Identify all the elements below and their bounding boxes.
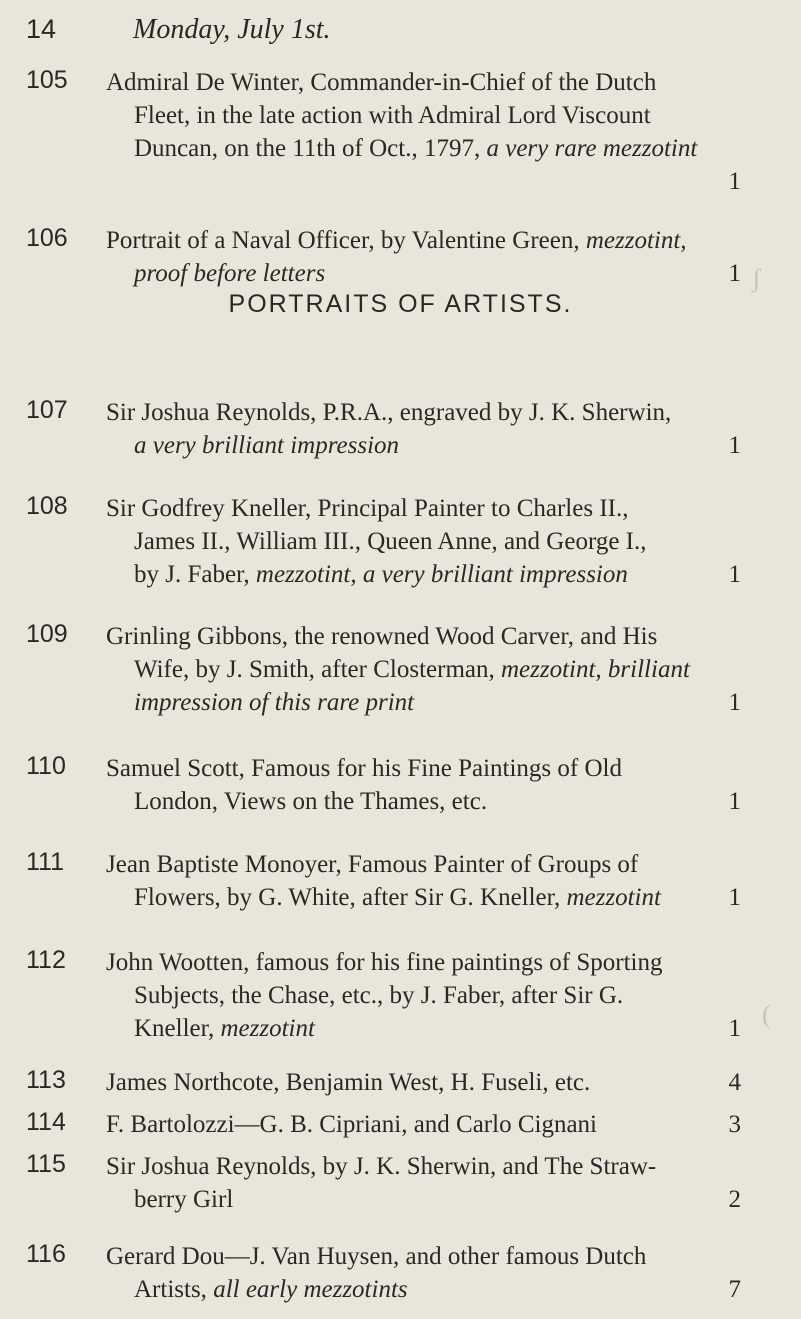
lot-description	[106, 1108, 741, 1141]
description-line	[106, 99, 741, 132]
margin-mark: ʃ	[752, 264, 761, 293]
description-line	[106, 979, 741, 1012]
description-line	[106, 881, 741, 914]
lot-number: 116	[26, 1240, 66, 1268]
lot-quantity: 1	[728, 561, 741, 588]
italic-note: a very brilliant impression	[134, 432, 400, 459]
description-line	[106, 66, 741, 99]
lot-description	[106, 848, 741, 914]
lot-number: 111	[26, 848, 65, 876]
line-text: Samuel Scott, Famous for his Fine Paintings of Old	[106, 755, 622, 782]
line-text: James II., William III., Queen Anne, and George I.,	[134, 528, 647, 555]
lot-description	[106, 1066, 741, 1099]
line-text: Sir Godfrey Kneller, Principal Painter to Charles II.,	[106, 495, 629, 522]
description-line	[106, 1150, 741, 1183]
lot-quantity: 4	[728, 1069, 741, 1096]
description-line	[106, 653, 741, 686]
description-line	[106, 1273, 741, 1306]
description-line	[106, 1012, 741, 1045]
lot-quantity: 1	[728, 260, 741, 287]
lot-description	[106, 752, 741, 818]
line-text: Admiral De Winter, Commander-in-Chief of the Dutch	[106, 69, 657, 96]
lot-description	[106, 1150, 741, 1216]
description-line	[106, 1108, 741, 1141]
lot-number: 105	[26, 66, 68, 94]
lot-quantity: 7	[728, 1276, 741, 1303]
description-line	[106, 1183, 741, 1216]
lot-description	[106, 620, 741, 719]
lot-description	[106, 224, 741, 290]
italic-note: mezzotint, brilliant	[500, 656, 690, 683]
italic-note: all early mezzotints	[213, 1276, 408, 1303]
line-text: Subjects, the Chase, etc., by J. Faber, after Sir G.	[134, 982, 624, 1009]
description-line	[106, 396, 741, 429]
lot-quantity: 1	[728, 1015, 741, 1042]
page-date: Monday, July 1st.	[133, 14, 331, 45]
line-text: James Northcote, Benjamin West, H. Fuseli, etc.	[106, 1069, 591, 1096]
lot-quantity: 3	[728, 1111, 741, 1138]
italic-note: impression of this rare print	[134, 689, 415, 716]
lot-number: 109	[26, 620, 68, 648]
description-line	[106, 492, 741, 525]
line-text: London, Views on the Thames, etc.	[134, 788, 488, 815]
description-line	[106, 558, 741, 591]
lot-number: 114	[26, 1108, 66, 1136]
lot-description	[106, 396, 741, 462]
italic-note: a very rare mezzotint	[486, 135, 698, 162]
line-text: Artists,	[134, 1276, 214, 1303]
line-text: Gerard Dou—J. Van Huysen, and other famous Dutch	[106, 1243, 647, 1270]
line-text: Sir Joshua Reynolds, by J. K. Sherwin, and The Straw-	[106, 1153, 657, 1180]
line-text: Jean Baptiste Monoyer, Famous Painter of Groups of	[106, 851, 639, 878]
lot-description	[106, 1240, 741, 1306]
line-text: Flowers, by G. White, after Sir G. Kneller,	[134, 884, 567, 911]
lot-number: 112	[26, 946, 66, 974]
line-text: Fleet, in the late action with Admiral Lord Viscount	[134, 102, 651, 129]
description-line	[106, 848, 741, 881]
line-text: Portrait of a Naval Officer, by Valentine Green,	[106, 227, 586, 254]
page-number: 14	[26, 14, 57, 44]
line-text: berry Girl	[134, 1186, 234, 1213]
lot-quantity: 1	[728, 168, 741, 195]
lot-number: 106	[26, 224, 68, 252]
description-line	[106, 1240, 741, 1273]
line-text: by J. Faber,	[134, 561, 256, 588]
lot-number: 113	[26, 1066, 66, 1094]
italic-note: mezzotint, a very brilliant impression	[255, 561, 628, 588]
italic-note: mezzotint	[220, 1015, 315, 1042]
line-text: F. Bartolozzi—G. B. Cipriani, and Carlo Cignani	[106, 1111, 597, 1138]
description-line	[106, 752, 741, 785]
lot-quantity: 1	[728, 884, 741, 911]
line-text: John Wootten, famous for his fine paintings of Sporting	[106, 949, 663, 976]
section-title: PORTRAITS OF ARTISTS.	[228, 290, 573, 318]
line-text: Sir Joshua Reynolds, P.R.A., engraved by J. K. Sherwin,	[106, 399, 672, 426]
description-line	[106, 686, 741, 719]
description-line	[106, 946, 741, 979]
italic-note: mezzotint	[566, 884, 661, 911]
line-text: Grinling Gibbons, the renowned Wood Carver, and His	[106, 623, 658, 650]
description-line	[106, 257, 741, 290]
line-text: Wife, by J. Smith, after Closterman,	[134, 656, 501, 683]
lot-number: 108	[26, 492, 68, 520]
lot-quantity: 2	[728, 1186, 741, 1213]
description-line	[106, 224, 741, 257]
description-line	[106, 429, 741, 462]
description-line	[106, 132, 741, 165]
lot-quantity: 1	[728, 788, 741, 815]
lot-quantity: 1	[728, 689, 741, 716]
description-line	[106, 1066, 741, 1099]
margin-mark: (	[762, 1000, 771, 1029]
line-text: Duncan, on the 11th of Oct., 1797,	[134, 135, 487, 162]
lot-number: 110	[26, 752, 66, 780]
italic-note: proof before letters	[134, 260, 326, 287]
description-line	[106, 525, 741, 558]
description-line	[106, 620, 741, 653]
lot-number: 107	[26, 396, 68, 424]
lot-quantity: 1	[728, 432, 741, 459]
lot-number: 115	[26, 1150, 66, 1178]
line-text: Kneller,	[134, 1015, 221, 1042]
lot-description	[106, 946, 741, 1045]
lot-description	[106, 492, 741, 591]
description-line	[106, 785, 741, 818]
lot-description	[106, 66, 741, 198]
italic-note: mezzotint,	[585, 227, 687, 254]
page-header	[26, 14, 761, 54]
